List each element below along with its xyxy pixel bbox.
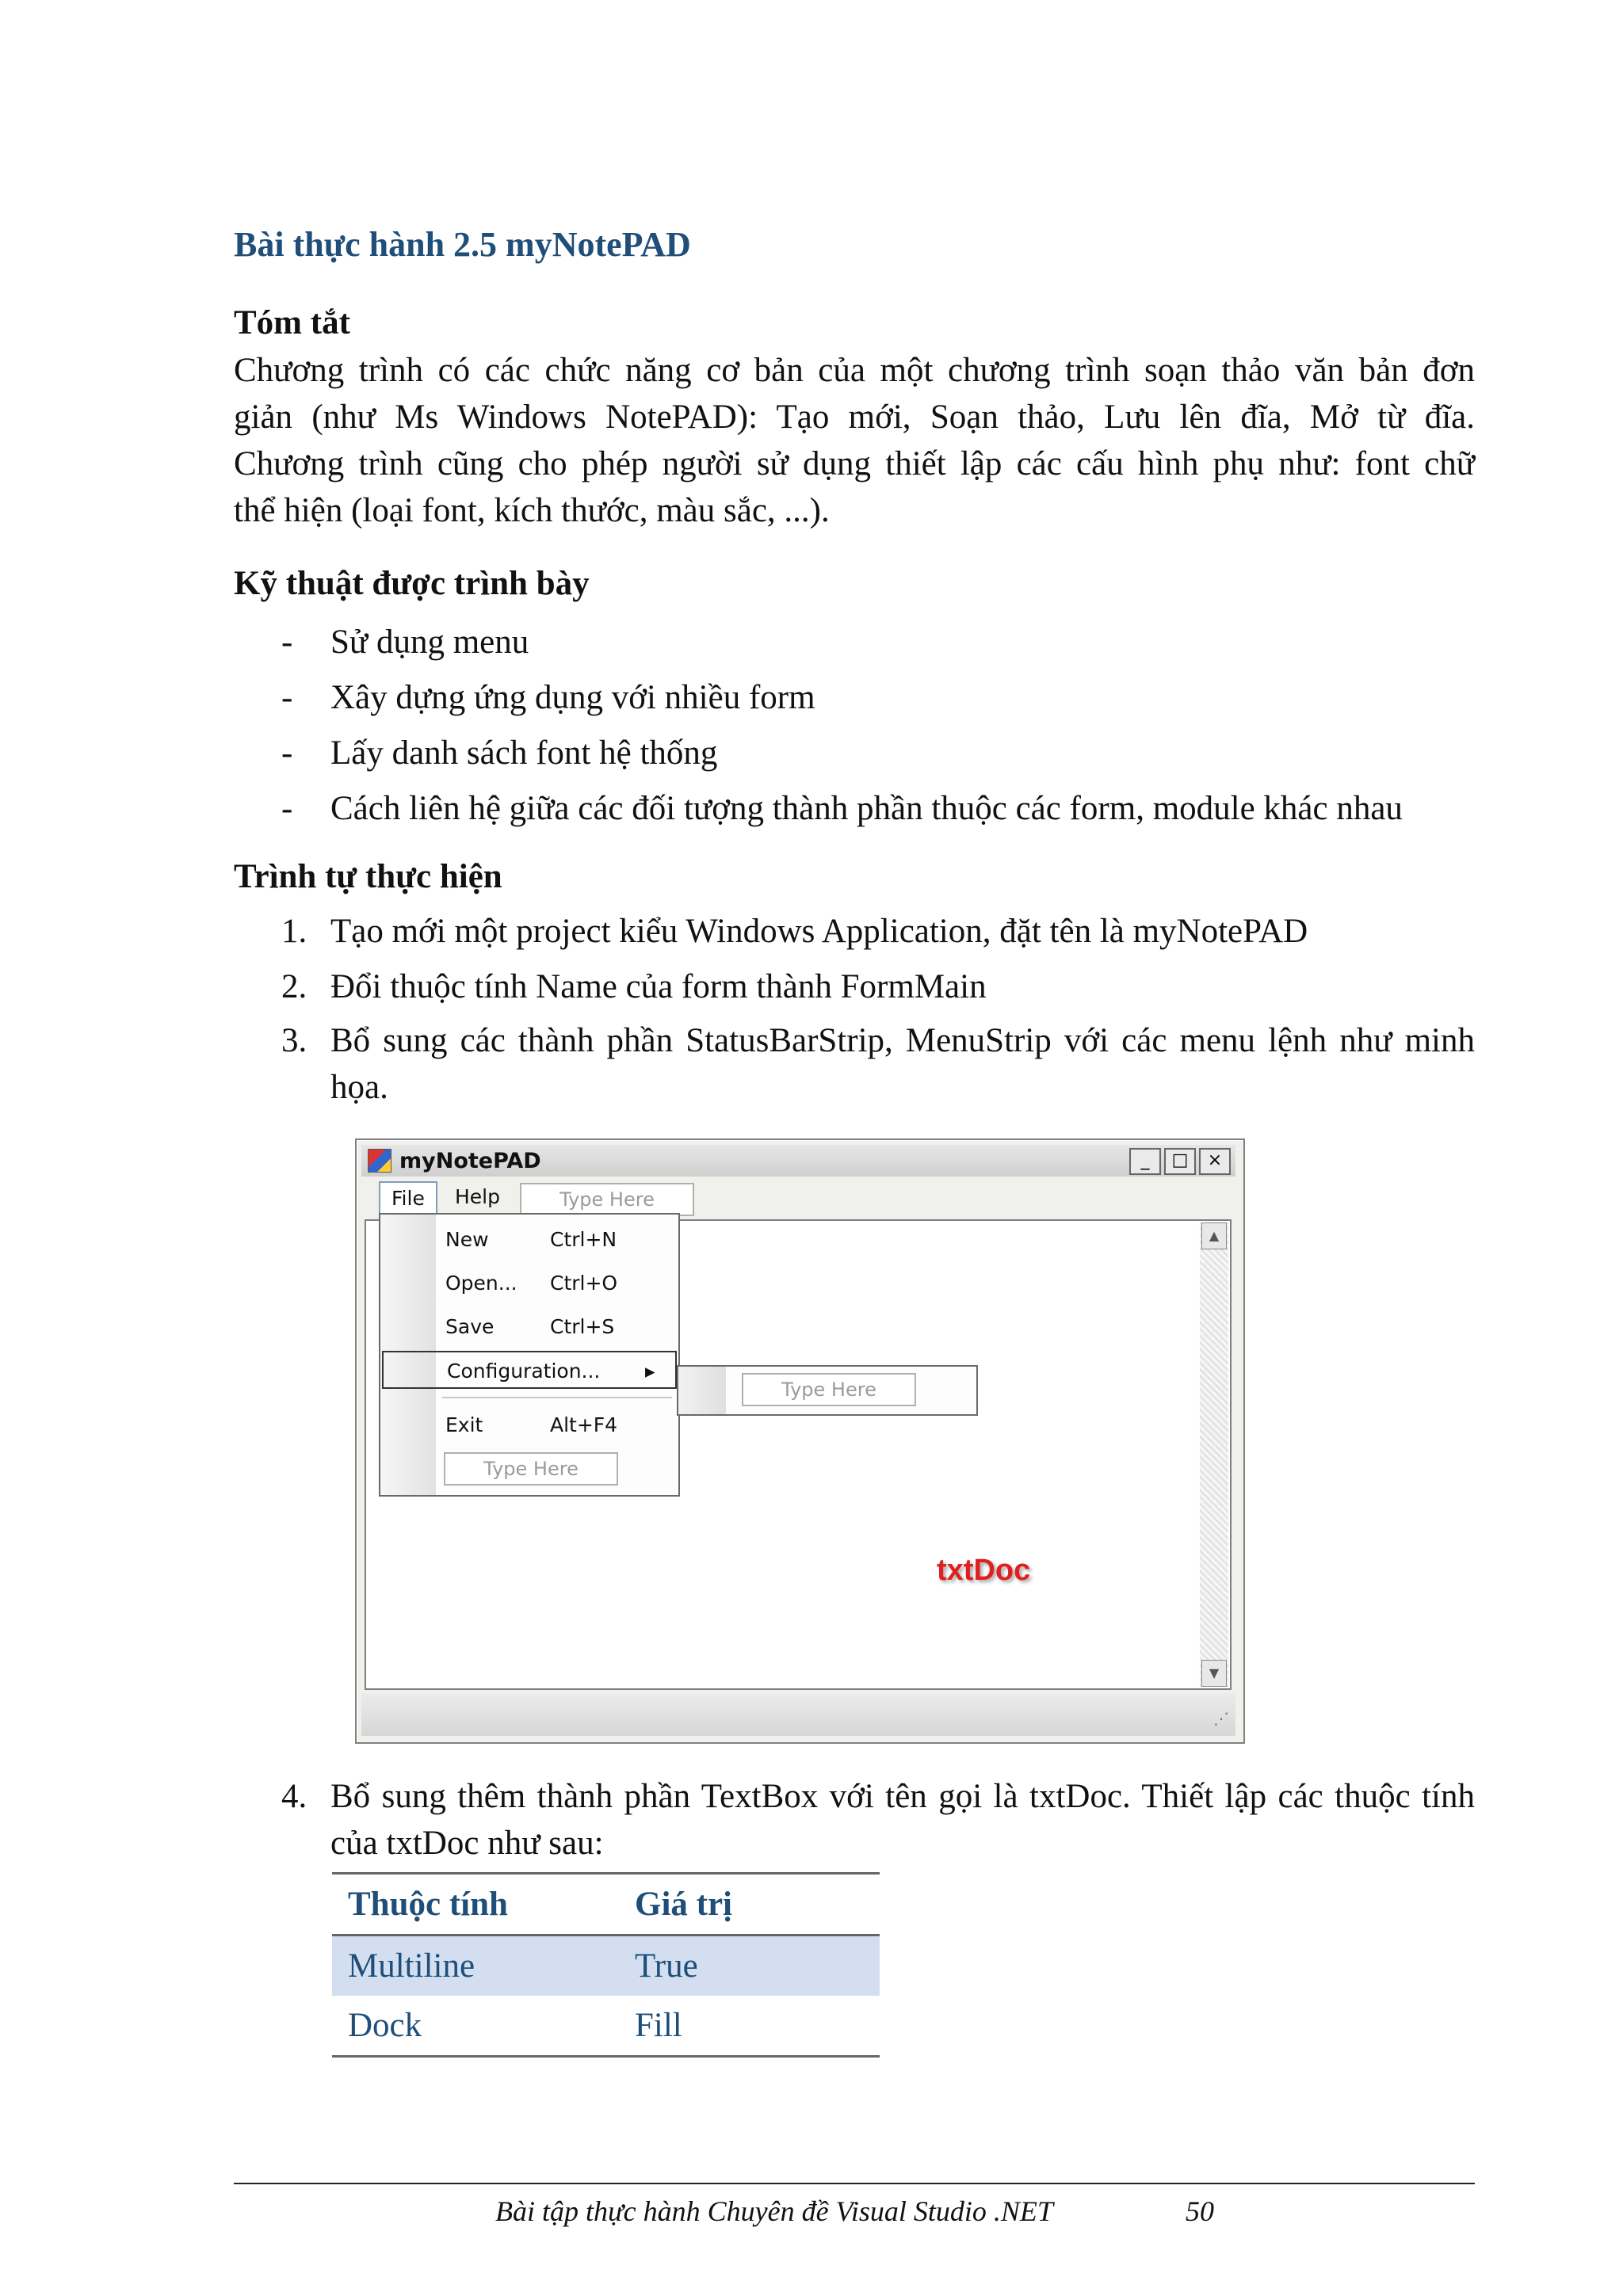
technique-text: Xây dựng ứng dụng với nhiều form	[330, 678, 815, 716]
menu-item-open[interactable]	[380, 1264, 678, 1302]
menu-item-label: Save	[445, 1315, 495, 1338]
file-dropdown	[379, 1213, 680, 1497]
step-number: 1.	[281, 912, 307, 950]
menu-item-label: Exit	[445, 1413, 483, 1436]
list-item	[281, 725, 1403, 780]
menu-item-new[interactable]	[380, 1221, 678, 1259]
step-text: Bổ sung thêm thành phần TextBox với tên gọi là txtDoc. Thiết lập các thuộc tính của txtDoc như sau:	[330, 1778, 1475, 1862]
column-header: Thuộc tính	[332, 1874, 619, 1936]
steps-list	[281, 903, 1475, 1111]
menu-file[interactable]: File	[379, 1181, 437, 1215]
app-icon	[368, 1149, 391, 1173]
bullet-dash: -	[281, 678, 293, 716]
bullet-dash: -	[281, 789, 293, 827]
status-bar	[361, 1693, 1235, 1736]
table-row	[332, 1996, 880, 2057]
minimize-button[interactable]: _	[1129, 1148, 1161, 1175]
technique-text: Lấy danh sách font hệ thống	[330, 734, 718, 772]
file-menu-type-here[interactable]: Type Here	[444, 1452, 618, 1486]
summary-line: giản (như Ms Windows NotePAD): Tạo mới, Soạn thảo, Lưu lên đĩa, Mở từ đĩa.	[234, 399, 1475, 436]
footer-text: Bài tập thực hành Chuyên đề Visual Studio .NET	[495, 2195, 1053, 2227]
footer-divider	[234, 2183, 1475, 2184]
window-titlebar	[361, 1145, 1235, 1177]
menu-help[interactable]: Help	[455, 1185, 500, 1208]
technique-text: Cách liên hệ giữa các đối tượng thành phần thuộc các form, module khác nhau	[330, 789, 1403, 827]
resize-grip-icon[interactable]: ⋰	[1213, 1709, 1228, 1728]
menu-strip	[361, 1180, 1235, 1216]
configuration-submenu	[677, 1365, 978, 1416]
table-header-row	[332, 1874, 880, 1936]
techniques-heading: Kỹ thuật được trình bày	[234, 565, 590, 602]
page-number: 50	[1186, 2195, 1214, 2227]
techniques-list	[281, 614, 1403, 836]
table-cell: Fill	[619, 1996, 880, 2057]
close-button[interactable]: ×	[1199, 1148, 1231, 1175]
menu-item-label: Open...	[445, 1272, 517, 1295]
technique-text: Sử dụng menu	[330, 623, 529, 661]
menu-item-shortcut: Alt+F4	[550, 1413, 618, 1436]
mynotepad-window	[355, 1138, 1245, 1744]
summary-heading: Tóm tắt	[234, 304, 350, 341]
menu-item-label: New	[445, 1228, 489, 1251]
list-item	[281, 780, 1403, 836]
summary-line: Chương trình cũng cho phép người sử dụng thiết lập các cấu hình phụ như: font chữ	[234, 445, 1475, 482]
summary-line: thể hiện (loại font, kích thước, màu sắc, ...).	[234, 492, 830, 529]
table-row	[332, 1936, 880, 1997]
table-cell: True	[619, 1936, 880, 1997]
bullet-dash: -	[281, 734, 293, 772]
submenu-type-here[interactable]: Type Here	[742, 1373, 916, 1406]
menu-item-save[interactable]	[380, 1308, 678, 1346]
menu-separator	[442, 1397, 672, 1398]
table-cell: Dock	[332, 1996, 619, 2057]
menu-item-label: Configuration...	[447, 1360, 601, 1383]
menu-item-configuration[interactable]	[382, 1351, 677, 1389]
list-item	[281, 614, 1403, 669]
step-number: 4.	[281, 1778, 307, 1815]
list-item	[281, 959, 1475, 1014]
menu-item-exit[interactable]	[380, 1406, 678, 1444]
menu-item-shortcut: Ctrl+O	[550, 1272, 618, 1295]
list-item	[281, 1773, 1475, 1867]
scroll-down-icon[interactable]: ▼	[1201, 1660, 1227, 1687]
steps-heading: Trình tự thực hiện	[234, 858, 502, 895]
submenu-arrow-icon: ▸	[645, 1360, 655, 1383]
column-header: Giá trị	[619, 1874, 880, 1936]
step-text: Đổi thuộc tính Name của form thành FormMain	[330, 967, 987, 1005]
bullet-dash: -	[281, 623, 293, 661]
menu-type-here[interactable]: Type Here	[520, 1183, 694, 1216]
step-text: Tạo mới một project kiểu Windows Application, đặt tên là myNotePAD	[330, 912, 1308, 950]
scroll-up-icon[interactable]: ▲	[1201, 1222, 1227, 1249]
menu-item-shortcut: Ctrl+S	[550, 1315, 615, 1338]
window-title: myNotePAD	[399, 1148, 541, 1173]
window-controls	[1129, 1148, 1231, 1175]
submenu-icon-strip	[678, 1367, 726, 1414]
vertical-scrollbar[interactable]	[1200, 1222, 1228, 1687]
table-cell: Multiline	[332, 1936, 619, 1997]
list-item	[281, 903, 1475, 959]
steps-list-continued	[281, 1773, 1475, 1867]
step-text: Bổ sung các thành phần StatusBarStrip, MenuStrip với các menu lệnh như minh họa.	[330, 1022, 1475, 1106]
step-number: 2.	[281, 967, 307, 1005]
step-number: 3.	[281, 1022, 307, 1059]
menu-item-shortcut: Ctrl+N	[550, 1228, 617, 1251]
summary-paragraph	[234, 347, 1475, 534]
list-item	[281, 669, 1403, 725]
maximize-button[interactable]: □	[1164, 1148, 1196, 1175]
summary-line: Chương trình có các chức năng cơ bản của một chương trình soạn thảo văn bản đơn	[234, 352, 1475, 389]
property-table	[332, 1872, 880, 2058]
list-item	[281, 1017, 1475, 1111]
exercise-title: Bài thực hành 2.5 myNotePAD	[234, 225, 691, 264]
txtdoc-callout: txtDoc	[937, 1554, 1031, 1587]
